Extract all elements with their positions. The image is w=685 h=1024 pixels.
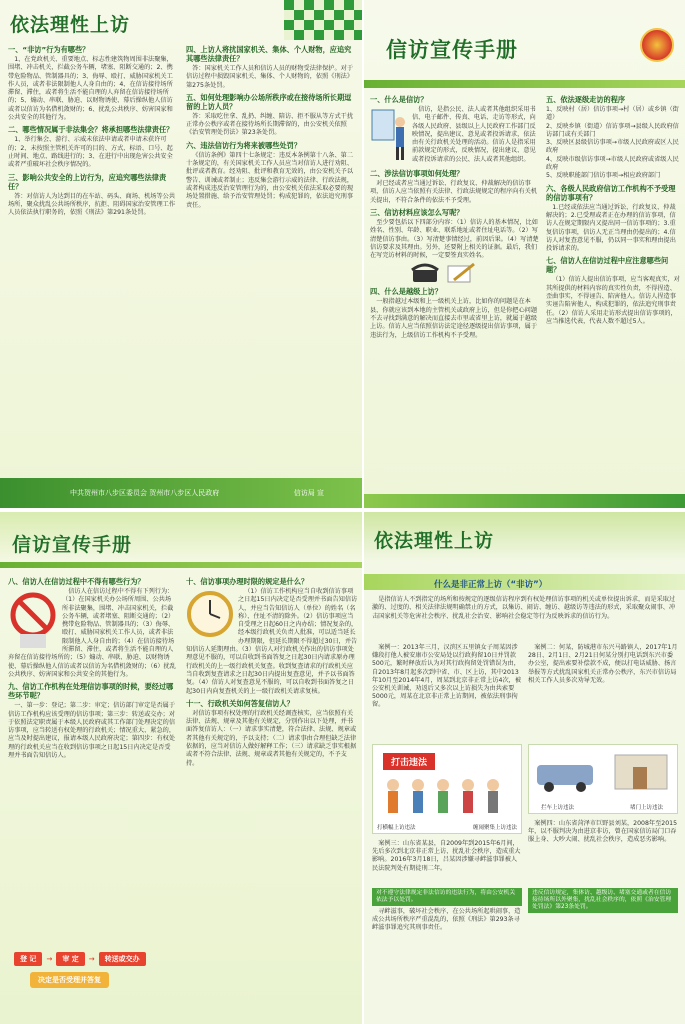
section-text: 信访，是指公民、法人或者其他组织采用书信、电子邮件、传真、电话、走访等形式，向各级人民政府、县级以上人民政府工作部门反映情况，提出建议、意见或者投诉请求，依法由有关行政机关处理的活动。信访人是指采用前款规定的形式，反映情况，提出建议、意见或者投诉请求的公民、法人或者其他组织。 — [412, 106, 536, 163]
section-text: 答：国家机关工作人员和信访人员的财物受法律保护。对于信访过程中损毁国家机关、集体、个人财物的，依照《刑法》第275条处罚。 — [186, 65, 354, 89]
flow-step: 转送或交办 — [99, 952, 146, 966]
section-text: 一、第一步：登记；第二步：审定；信访部门审定是否属于信访工作机构应该受理的信访事项；第三步：转送或交办；对于依照法定职责属于本级人民政府或其工作部门处理决定的信访事项，应当转送有权处理的行政机关；情况重大、紧急的，应当及时提出建议，报请本级人民政府决定；第四步：有权处理的行政机关应当在收到信访事项之日起15日内决定是否受理并书面告知信访人。 — [8, 702, 176, 760]
note-text — [372, 908, 522, 935]
clock-icon — [186, 590, 234, 638]
section-heading: 四、什么是越级上访？ — [370, 287, 442, 297]
arrow-icon: → — [46, 955, 53, 963]
case-four — [528, 820, 678, 847]
case-two — [528, 644, 678, 687]
section-text: 《信访条例》第四十七条规定：违反本条例第十八条、第二十条规定的，有关国家机关工作人员应当对信访人进行劝阻、批评或者教育。经劝阻、批评和教育无效的，由公安机关予以警告、训诫或者制止；违反集会游行示威的法律、行政法规，或者构成违反治安管理行为的，由公安机关依法采取必要的现场处置措施、给予治安管理处罚；构成犯罪的，依法追究刑事责任。 — [186, 151, 354, 209]
section-text: 对已经或者应当通过诉讼、行政复议、仲裁解决的信访事项，信访人应当依照有关法律、行政法规规定的程序向有关机关提出，不符合条件的依法不予受理。 — [370, 180, 538, 204]
left-column — [370, 92, 540, 342]
section-text: 1、在党政机关、重要地点、标志性建筑物周围非法聚集，围堵、冲击机关，拦截公务车辆，堵塞、阻断交通的；2、携带危险物品、管制器具的；3、侮辱、殴打、威胁国家机关工作人员，或者非法限制他人人身自由的；4、在信访接待场所滞留、滞住，或者将生活不能自理的人弃留在信访接待场所的；5、煽动、串联、胁迫、以财物诱使、幕后操纵他人信访或者以信访为名借机敛财的；6、扰乱公共秩序、妨害国家和公共安全的其他行为。 — [8, 56, 173, 122]
section-heading: 五、依法逐级走访的程序 — [546, 95, 626, 104]
image-caption: 堵门上访违法 — [629, 805, 663, 811]
section-text: 一般指越过本级和上一级机关上访，比如你的问题是在本县，你就应该到本地的主管机关或政府上访，但是你把心问题不去寻找到满意的解决而直接去市里或省里上访，就属于越级上访。信访人应当依照信访法定途径逐级提出信访事项，属于违法行为，上级信访工作机构不予受理。 — [370, 298, 538, 339]
section-heading: 十、信访事项办理时限的规定是什么？ — [186, 577, 309, 586]
section-heading: 十一、行政机关如何答复信访人？ — [186, 698, 294, 708]
section-heading: 九、信访工作机构在处理信访事项的时候，要经过哪些环节呢？ — [8, 682, 174, 701]
page-title: 依法理性上访 — [10, 14, 131, 36]
person-icon — [370, 106, 408, 162]
case-text: 案例四：山东省菏泽市巨野县刘某，2008年至2015年，以不服判决为由进京非访，曾在国家信访局门口吞服上身、大吵大闹、扰乱社会秩序，造成恶劣影响。 — [528, 820, 678, 844]
footer-dept: 信访局 宣 — [293, 489, 324, 497]
case-one — [372, 644, 522, 712]
vehicle-illustration — [529, 745, 677, 801]
procedure-line: 5、反映职能部门信访事项→相应政府部门 — [546, 172, 661, 180]
panel-top-right — [364, 0, 685, 508]
illustration-vehicle — [528, 744, 678, 814]
section-text: 信访人在信访过程中不得有下列行为：（1）在国家机关办公场所周围、公共场所非法聚集，围堵、冲击国家机关，拦截公务车辆，或者堵塞、阻断交通的；（2）携带危险物品、管制器具的；（3）侮辱、殴打、威胁国家机关工作人员，或者非法限制他人人身自由的；（4）在信访接待场所滞留、滞住，或者将生活不能自理的人弃留在信访接待场所的；（5）煽动、串联、胁迫、以财物诱使、幕后操纵他人信访或者以信访为名借机敛财的；（6）扰乱公共秩序、妨害国家和公共安全的其他行为。 — [8, 588, 176, 678]
section-text: 答：对信访人为达到目的在车站、码头、商场、机场等公共场所，聚众扰乱公共场所秩序，抗拒、阻碍国家治安管理工作人员依法执行职务的，依照《刑法》第291条处罚。 — [8, 192, 176, 217]
phone-icon — [410, 262, 440, 284]
section-text: 1、举行集会、游行、示威未依法申请或者申请未获许可的；2、未按照主管机关许可的目的、方式、标语、口号、起止时间、地点、路线进行的；3、在进行中出现危害公共安全或者严重破坏社会秩序情况的。 — [8, 136, 173, 169]
section-text: 至少要包括以下四部分内容：（1）信访人的基本情况，比如姓名、性别、年龄、职业、联系地址或者住址电话等。（2）写清楚信访事由。（3）写清楚事情经过，前因后果。（4）写清楚信访要求及其理由。另外，还要附上相关的证据。最后，我们在写完访材料的时候，一定要签真实姓名。 — [370, 218, 539, 260]
panel-bottom-left — [0, 512, 364, 1024]
no-sign-icon — [8, 590, 58, 650]
section-text: 是指信访人不到指定的场所和按规定的逐级信访程序到有权处理信访事项的机关或单位提出诉求，而是采取过激的、过度的、相关法律法规明确禁止的方式，以集访、闹访、缠访、越级访等违法的形式，采取聚众闹事、冲击国家机关等危害社会秩序、扰乱社会治安、影响社会稳定等行为反映诉求的信访行为。 — [372, 596, 676, 620]
flow-step: 登 记 — [14, 952, 42, 966]
footer-band — [0, 478, 364, 508]
procedure-line: 1、反映村（居）信访事项→村（居）或乡镇（街道） — [546, 106, 679, 122]
note-paragraph: 寻衅滋事，破坏社会秩序，在公共场所起哄闹事，造成公共场所秩序严重混乱的，依照《刑法》第293条寻衅滋事罪追究其刑事责任。 — [372, 908, 521, 932]
section-heading: 七、信访人在信访过程中应注意哪些问题？ — [546, 256, 669, 275]
right-column — [186, 574, 358, 770]
image-caption: 打横幅上访违法 — [377, 825, 416, 831]
pen-icon — [446, 262, 476, 284]
section-text: （1）信访工作机构应当自收到信访事项之日起15日内决定是否受理并书面告知信访人，并应当告知信访人（单位）的姓名（名称）、住址不清的除外。（2）信访事项应当自受理之日起60日之内办结；情况复杂的，经本级行政机关负责人批准，可以适当延长办理期限，但延长期限不得超过30日，并告知信访人延期理由。（3）信访人对行政机关作出的信访事项处理意见不服的，可以自收到书面答复之日起30日内请求原办理行政机关的上一级行政机关复查。收到复查请求的行政机关应当自收到复查请求之日起30日内提出复查意见，并予以书面答复。（4）信访人对复查意见不服的，可以自收到书面答复之日起30日内向复查机关的上一级行政机关请求复核。 — [186, 588, 358, 695]
section-text: 1.已经或依法应当通过诉讼、行政复议、仲裁解决的；2.已受理或者正在办理的信访事项，信访人在规定期限内又提出同一信访事项的；3.重复信访事项，信访人无正当理由仍提出的；4.信访人对复查意见不服，仍以同一事实和理由提出投诉请求的。 — [546, 203, 676, 253]
section-heading: 一、什么是信访？ — [370, 95, 428, 104]
section-heading: 二、涉法信访事项如何处理？ — [370, 169, 464, 179]
illustration-banner — [372, 744, 522, 834]
section-heading: 六、违法信访行为将来被哪些处罚？ — [186, 140, 302, 150]
process-flow — [14, 952, 146, 966]
case-text: 案例一：2013年三月，汉滨区五里镇女子周某因涉嫌段打他人被安康市公安局处以行政拘留10日并罚款500元，繁时释放后认为对其行政拘留处罚错误为由，自2013年8月起多次到中省、市、区上访，其中2013年10月至2014年4月，周某到北京非正常上访4次，被公安机关训诫，劝返后又多次以上访损失为由共索要5000元，周某在北京非正常上访期间，被依法刑事拘留。 — [372, 644, 522, 709]
page-title: 信访宣传手册 — [386, 37, 518, 62]
section-heading: 一、“非访”行为有哪些？ — [8, 45, 90, 54]
page-title: 信访宣传手册 — [12, 534, 133, 556]
procedure-line: 4、反映市级信访事项→市级人民政府或省级人民政府 — [546, 155, 679, 172]
note-banner: 对不遵守法律规定非法信访的违法行为，将由公安机关依法予以处罚。 — [372, 888, 522, 906]
decor-bottom — [364, 494, 685, 508]
page-title: 依法理性上访 — [374, 530, 495, 552]
section-heading: 三、信访材料应该怎么写呢？ — [370, 207, 464, 217]
section-text: 对信访事项有权处理的行政机关经调查核实，应当依照有关法律、法规、规章及其他有关规定，分别作出以下处理，并书面答复信访人：（一）请求事实清楚，符合法律、法规、规章或者其他有关规定的，予以支持；（二）请求事由合理但缺乏法律依据的，应当对信访人做好解释工作；（三）请求缺乏事实根据或者不符合法律、法规、规章或者其他有关规定的，不予支持。 — [186, 709, 357, 767]
section-heading: 什么是非正常上访（“非访”） — [434, 580, 548, 590]
banner-sign: 打击违法 — [383, 753, 435, 770]
right-column — [186, 42, 356, 212]
decor-stripe — [364, 80, 685, 88]
note-banner: 违反信访规定，集体访、越级访、堵塞交通或者在信访接待场所以外聚集，扰乱社会秩序的，依照《治安管理处罚法》第23条处罚。 — [528, 888, 678, 913]
section-heading: 六、各级人民政府信访工作机构不予受理的信访事项有？ — [546, 183, 676, 202]
left-column — [8, 42, 178, 219]
left-column — [8, 574, 176, 762]
section-text: （1）信访人提出信访事项，应当客观真实，对其所提供的材料内容的真实性负责，不得捏造、歪曲事实，不得诬告、陷害他人。信访人捏造事实诬告陷害他人，构成犯罪的，依法追究刑事责任。（2）信访人采用走访形式提出信访事项的，应当推选代表，代表人数不超过5人。 — [546, 276, 680, 325]
case-text: 案例二：何某，防城港市东兴马路镇人，2017年1月28日、2月1日、2月21日何某分别打电话到东兴市委办公室，提出索要补偿款不成，便以打电话威胁、扬言举报等方式扰乱国家机关正常办公秩序，东兴市信访局相关工作人员多次劝导无效。 — [528, 644, 678, 684]
right-column — [546, 92, 680, 328]
case-text: 案例三：山东省某县，自2009年到2015年6月间，先后多次到北京非正常上访，扰乱社会秩序，造成重大影响。2016年3月18日，吕某因涉嫌寻衅滋事罪被人民法院判处有期徒刑二年。 — [372, 840, 521, 872]
panel-top-left — [0, 0, 364, 508]
image-caption: 拦车上访违法 — [541, 805, 575, 811]
footer-org: 中共贺州市八步区委员会 贺州市八步区人民政府 — [70, 489, 220, 497]
section-heading: 五、如何处理影响办公场所秩序或在接待场所长期逗留的上访人员？ — [186, 92, 352, 111]
divider-vertical — [362, 0, 364, 1024]
crowd-illustration — [373, 771, 521, 831]
checker-pattern — [284, 0, 364, 40]
case-three — [372, 840, 522, 875]
flow-step: 审 定 — [56, 952, 84, 966]
decor-stripe — [0, 562, 364, 568]
section-text: 答：采取吃住拿、乱扔、纠缠、陪访、拒不服从等方式干扰正常办公秩序或者在接待场所长期滞留的，由公安机关依照《治安管理处罚法》第23条处罚。 — [186, 112, 354, 137]
flow-answer: 决定是否受理并答复 — [30, 972, 109, 988]
intro-text — [372, 596, 678, 623]
image-caption: 缠闹聚集上访违法 — [472, 825, 517, 831]
section-heading: 四、上访人将扰国家机关、集体、个人财物，应追究其哪些法律责任？ — [186, 45, 352, 63]
panel-bottom-right — [364, 512, 685, 1024]
procedure-line: 2、反映乡镇（街道）信访事项→县级人民政府信访部门或有关部门 — [546, 122, 679, 138]
section-heading: 三、影响公共安全的上访行为，应追究哪些法律责任？ — [8, 172, 167, 191]
emblem-icon — [640, 28, 674, 62]
procedure-line: 3、反映区县级信访事项→市级人民政府或区人民政府 — [546, 139, 679, 155]
arrow-icon: → — [88, 955, 95, 963]
section-heading: 八、信访人在信访过程中不得有哪些行为？ — [8, 577, 145, 586]
divider-horizontal — [0, 508, 685, 512]
section-heading: 二、哪些情况属于非法集会？将承担哪些法律责任？ — [8, 125, 174, 135]
